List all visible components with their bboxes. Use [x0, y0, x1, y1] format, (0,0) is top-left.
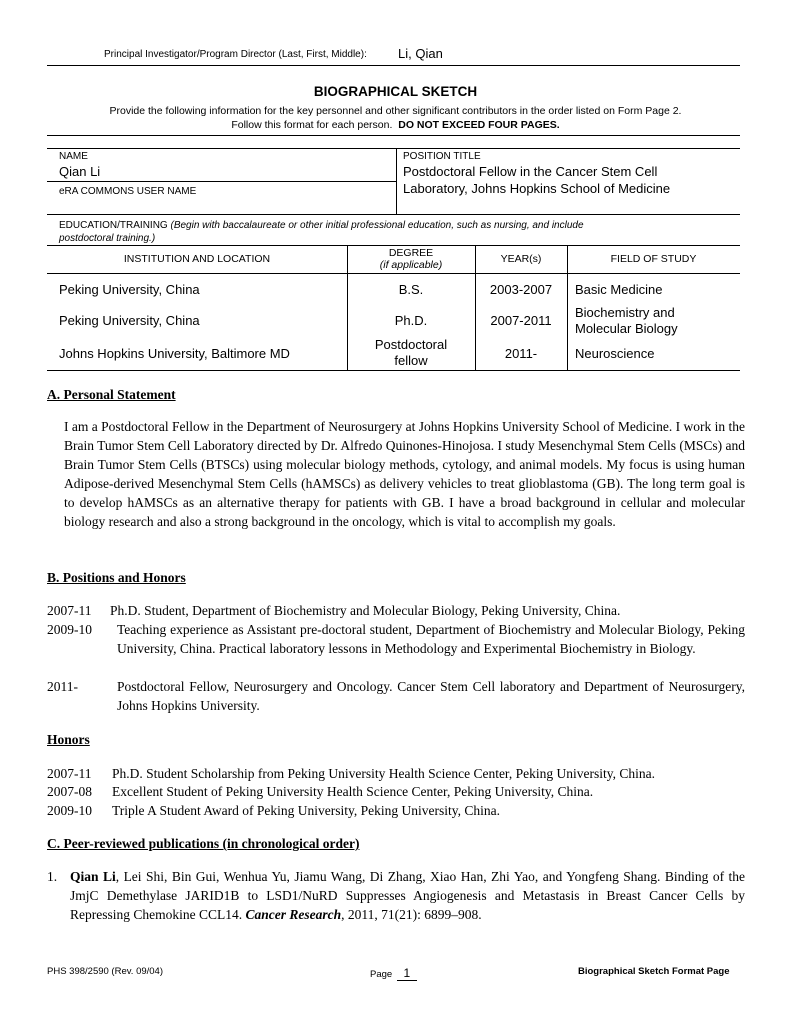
- edu-row-3-years: 2011-: [504, 346, 538, 361]
- edu-row-1-field: Basic Medicine: [575, 282, 663, 297]
- position-2-years: 2009-10: [47, 622, 92, 637]
- publication-1: [70, 867, 745, 924]
- education-top-rule: [47, 214, 740, 215]
- publication-1-journal: Cancer Research: [245, 907, 342, 922]
- publication-1-number: 1.: [47, 869, 58, 884]
- edu-row-2-years: 2007-2011: [490, 313, 552, 328]
- identity-divider: [396, 148, 397, 214]
- edu-row-2-field-line-1: Biochemistry and: [575, 305, 675, 320]
- position-label: POSITION TITLE: [403, 151, 481, 162]
- footer-page: [370, 966, 417, 981]
- edu-row-2-field-line-2: Molecular Biology: [575, 321, 678, 336]
- position-3-text: Postdoctoral Fellow, Neurosurgery and Oncology. Cancer Stem Cell laboratory and Department of Neurosurgery, Johns Hopkins University.: [117, 679, 745, 713]
- publication-1-first-author: Qian Li: [70, 869, 116, 884]
- pi-name: Li, Qian: [398, 46, 443, 61]
- pi-label: Principal Investigator/Program Director (Last, First, Middle):: [104, 49, 367, 60]
- position-line-2: Laboratory, Johns Hopkins School of Medicine: [403, 181, 671, 196]
- edu-row-1-institution: Peking University, China: [59, 282, 200, 297]
- col-degree: DEGREE: [388, 247, 434, 259]
- position-1-text: Ph.D. Student, Department of Biochemistry and Molecular Biology, Peking University, China.: [110, 603, 621, 618]
- edu-row-3-degree-line-1: Postdoctoral: [374, 337, 448, 352]
- footer-right: Biographical Sketch Format Page: [578, 966, 730, 977]
- edu-row-1-years: 2003-2007: [489, 282, 553, 297]
- honor-1-text: Ph.D. Student Scholarship from Peking University Health Science Center, Peking University, China.: [112, 766, 656, 781]
- honor-3-years: 2009-10: [47, 803, 92, 818]
- education-header-rule: [47, 245, 740, 246]
- section-c-heading: C. Peer-reviewed publications (in chronological order): [47, 836, 360, 851]
- education-label: EDUCATION/TRAINING: [59, 220, 168, 231]
- education-note-1: (Begin with baccalaureate or other initial professional education, such as nursing, and include: [170, 220, 584, 231]
- honor-2-text: Excellent Student of Peking University Health Science Center, Peking University, China.: [112, 784, 594, 799]
- instructions-rule: [47, 135, 740, 136]
- edu-row-3-field: Neuroscience: [575, 346, 655, 361]
- name-value: Qian Li: [59, 164, 101, 179]
- edu-row-1-degree: B.S.: [398, 282, 424, 297]
- edu-row-3-degree-line-2: fellow: [394, 353, 428, 368]
- edu-row-3-degree: [347, 337, 475, 369]
- instructions-line-2: [0, 119, 791, 131]
- position-1-years: 2007-11: [47, 603, 92, 618]
- table-top-rule: [47, 148, 740, 149]
- col-years: YEAR(s): [500, 253, 542, 265]
- name-rule: [47, 181, 396, 182]
- section-b-heading: B. Positions and Honors: [47, 570, 186, 585]
- edu-row-2-institution: Peking University, China: [59, 313, 200, 328]
- page-title: BIOGRAPHICAL SKETCH: [313, 84, 478, 99]
- section-a-heading: A. Personal Statement: [47, 387, 176, 402]
- instructions-line-1: Provide the following information for the key personnel and other significant contributors in the order listed on Form Page 2.: [109, 105, 682, 117]
- footer-form-id: PHS 398/2590 (Rev. 09/04): [47, 966, 164, 977]
- instructions-bold: DO NOT EXCEED FOUR PAGES.: [398, 119, 560, 131]
- era-label: eRA COMMONS USER NAME: [59, 186, 197, 197]
- education-col-header-rule: [47, 273, 740, 274]
- edu-row-2-degree: Ph.D.: [394, 313, 428, 328]
- honor-1-years: 2007-11: [47, 766, 92, 781]
- position-line-1: Postdoctoral Fellow in the Cancer Stem Cell: [403, 164, 658, 179]
- publication-1-citation: , 2011, 71(21): 6899–908.: [341, 907, 482, 922]
- publication-1-authors: , Lei Shi, Bin Gui, Wenhua Yu, Jiamu Wang, Di Zhang, Xiao Han, Zhi Yao, and Yongfeng Shang. Binding of the JmjC Demethylase JARID1B to LSD1/NuRD Suppresses Angiogenesis and Metastasis in Breast Cancer Cells by Repressing Chemokine CCL14.: [70, 869, 746, 922]
- edu-row-3-institution: Johns Hopkins University, Baltimore MD: [59, 346, 290, 361]
- footer-page-label: Page: [370, 969, 393, 980]
- education-note-2: postdoctoral training.): [59, 233, 156, 244]
- personal-statement: I am a Postdoctoral Fellow in the Department of Neurosurgery at Johns Hopkins University School of Medicine. I work in the Brain Tumor Stem Cell Laboratory directed by Dr. Alfredo Quinones-Hinojosa. I study Mesenchymal Stem Cells (MSCs) and Brain Tumor Stem Cells (BTSCs) using molecular biology methods, cytology, and animal models. My focus is using human Adipose-derived Mesenchymal Stem Cells (hAMSCs) as delivery vehicles to treat glioblastoma (GB). The long term goal is to develop hAMSCs as an alternative therapy for patients with GB. I have a broad background in cellular and molecular biology research and also a strong background in the oncology, which is vital to accomplish my goals.: [64, 419, 745, 529]
- col-institution: INSTITUTION AND LOCATION: [123, 253, 271, 265]
- honors-heading: Honors: [47, 732, 90, 747]
- position-2-text: Teaching experience as Assistant pre-doctoral student, Department of Biochemistry and Molecular Biology, Peking University, China. Practical laboratory lessons in Methodology and Experimental Biochemistry in Biology.: [117, 622, 745, 656]
- name-label: NAME: [59, 151, 88, 162]
- col-degree-note: (if applicable): [379, 259, 443, 271]
- footer-page-number: 1: [397, 966, 417, 981]
- honor-3-text: Triple A Student Award of Peking University, Peking University, China.: [112, 803, 500, 818]
- instructions-plain: Follow this format for each person.: [231, 119, 393, 131]
- education-header: [59, 219, 739, 245]
- edu-row-2-field: [575, 305, 678, 337]
- position-3-years: 2011-: [47, 679, 78, 694]
- col-field: FIELD OF STUDY: [610, 253, 697, 265]
- education-bottom-rule: [47, 370, 740, 371]
- honor-2-years: 2007-08: [47, 784, 92, 799]
- header-rule: [47, 65, 740, 66]
